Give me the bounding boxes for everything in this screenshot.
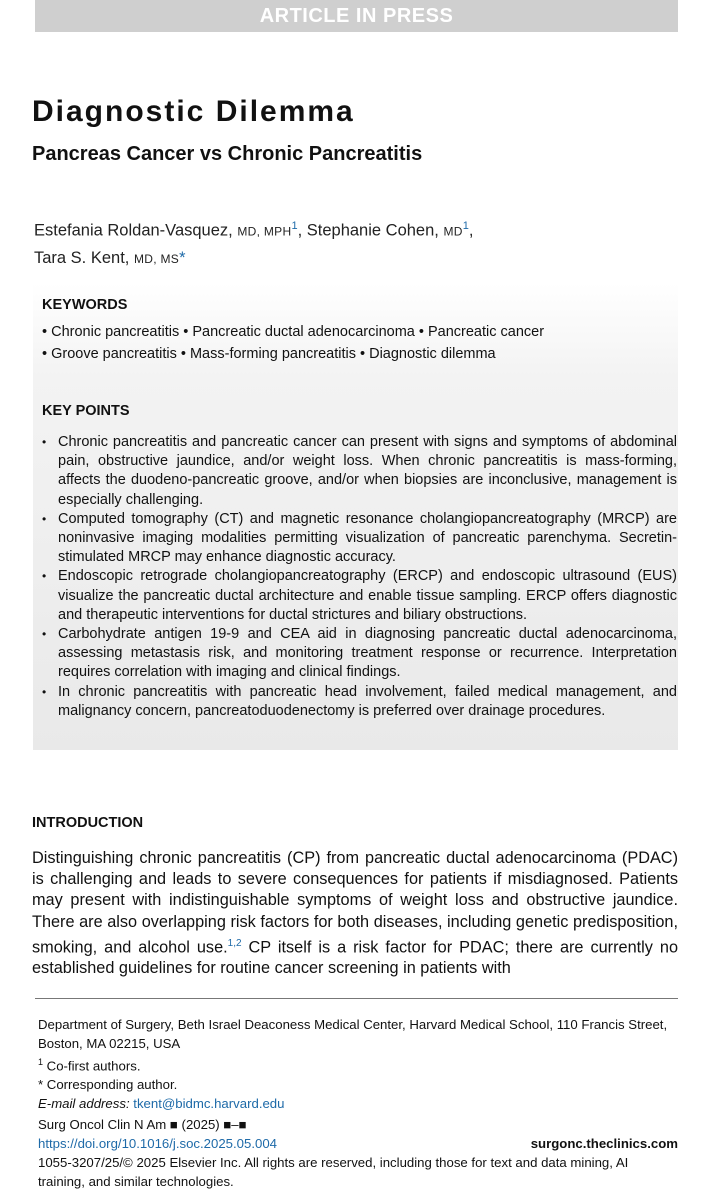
author-degrees: MD, MPH bbox=[237, 224, 292, 239]
author-degrees: MD, MS bbox=[133, 251, 180, 266]
key-point-item: • In chronic pancreatitis with pancreatic head involvement, failed medical management, and malignancy concern, pancreatoduodenectomy is preferred over drainage procedures. bbox=[42, 683, 677, 721]
cofirst-note bbox=[38, 1053, 678, 1075]
introduction-paragraph bbox=[32, 848, 678, 980]
doi-link[interactable]: https://doi.org/10.1016/j.soc.2025.05.004 bbox=[38, 1136, 278, 1151]
key-point-item: • Computed tomography (CT) and magnetic resonance cholangiopancreatography (MRCP) are noninvasive imaging modalities permitting visualization of pancreatic parenchyma. Secretin-stimulated MRCP may enhance diagnostic accuracy. bbox=[42, 510, 677, 568]
email-link[interactable]: tkent@bidmc.harvard.edu bbox=[133, 1096, 285, 1112]
email-label: E-mail address: bbox=[38, 1096, 134, 1112]
citation-reference[interactable]: 1,2 bbox=[227, 937, 242, 949]
keywords-heading: KEYWORDS bbox=[42, 297, 128, 313]
copyright-notice: 1055-3207/25/© 2025 Elsevier Inc. All rights are reserved, including those for text and data mining, AI training, and similar technologies. bbox=[38, 1155, 629, 1189]
introduction-text: CP itself is a risk factor for PDAC; there are currently no established guidelines for routine cancer screening in patients with bbox=[32, 938, 678, 978]
article-in-press-banner: ARTICLE IN PRESS bbox=[35, 0, 678, 32]
author-separator: , bbox=[297, 221, 303, 240]
author-separator: , bbox=[468, 221, 474, 240]
cofirst-text: Co-first authors. bbox=[43, 1058, 141, 1074]
author-degrees: MD bbox=[443, 224, 463, 239]
journal-info bbox=[38, 1115, 678, 1191]
key-points-list bbox=[42, 433, 677, 721]
article-subtitle: Pancreas Cancer vs Chronic Pancreatitis bbox=[32, 143, 423, 165]
keywords-line: • Groove pancreatitis • Mass-forming pancreatitis • Diagnostic dilemma bbox=[42, 346, 496, 362]
footnote-divider bbox=[35, 998, 678, 999]
email-note bbox=[38, 1094, 678, 1113]
keywords-line: • Chronic pancreatitis • Pancreatic ductal adenocarcinoma • Pancreatic cancer bbox=[42, 324, 545, 340]
corresponding-note: * Corresponding author. bbox=[38, 1077, 178, 1093]
cofirst-mark: 1 bbox=[38, 1057, 44, 1067]
journal-site[interactable]: surgonc.theclinics.com bbox=[530, 1136, 678, 1151]
key-point-item: • Endoscopic retrograde cholangiopancreatography (ERCP) and endoscopic ultrasound (EUS) visualize the pancreatic ductal architecture and enable tissue sampling. ERCP offers diagnostic and therapeutic interventions for ductal strictures and biliary obstructions. bbox=[42, 567, 677, 625]
key-point-item: • Chronic pancreatitis and pancreatic cancer can present with signs and symptoms of abdominal pain, obstructive jaundice, and/or weight loss. When chronic pancreatitis is mass-forming, affects the duodeno-pancreatic groove, and/or when biopsies are inconclusive, management is especially challenging. bbox=[42, 433, 677, 510]
footnotes bbox=[38, 1015, 678, 1113]
key-points-heading: KEY POINTS bbox=[42, 403, 130, 419]
affiliation-note: Department of Surgery, Beth Israel Deaconess Medical Center, Harvard Medical School, 110 Francis Street, Boston, MA 02215, USA bbox=[38, 1017, 668, 1051]
key-point-item: • Carbohydrate antigen 19-9 and CEA aid in diagnosing pancreatic ductal adenocarcinoma, assessing metastasis risk, and monitoring treatment response or recurrence. Interpretation requires correlation with imaging and clinical findings. bbox=[42, 625, 677, 683]
author-affiliation-mark[interactable]: 1 bbox=[462, 220, 469, 232]
corresponding-author-mark[interactable]: * bbox=[179, 248, 186, 267]
author-name: Tara S. Kent, bbox=[34, 248, 130, 267]
journal-citation: Surg Oncol Clin N Am ■ (2025) ■–■ bbox=[38, 1117, 247, 1132]
introduction-text: Distinguishing chronic pancreatitis (CP) from pancreatic ductal adenocarcinoma (PDAC) is challenging and leads to severe consequences for patients if misdiagnosed. Patients may present with indistinguishable symptoms of weight loss and obstructive jaundice. There are also overlapping risk factors for both diseases, including genetic predisposition, smoking, and alcohol use. bbox=[32, 849, 678, 957]
author-name: Estefania Roldan-Vasquez, bbox=[34, 221, 233, 240]
author-name: Stephanie Cohen, bbox=[306, 221, 439, 240]
introduction-heading: INTRODUCTION bbox=[32, 815, 144, 831]
author-affiliation-mark[interactable]: 1 bbox=[291, 220, 298, 232]
article-title: Diagnostic Dilemma bbox=[32, 95, 355, 128]
doi-row bbox=[38, 1134, 678, 1153]
author-list bbox=[34, 213, 674, 272]
